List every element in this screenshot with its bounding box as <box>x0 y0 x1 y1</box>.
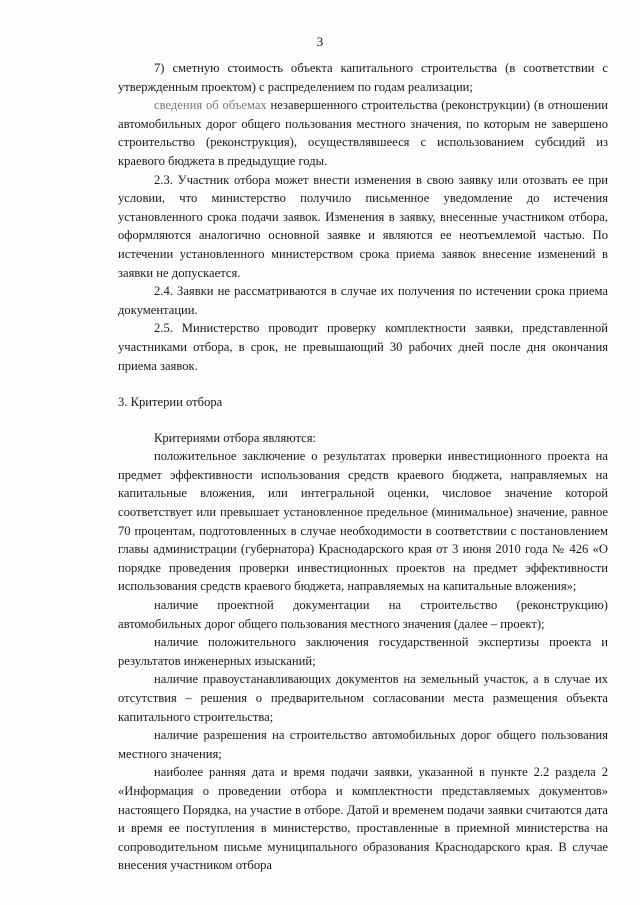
document-body <box>118 59 608 875</box>
paragraph-2-3: 2.3. Участник отбора может внести изменения в свою заявку или отозвать ее при условии, что министерство получило письменное уведомление до истечения установленного срока подачи заявок. Изменения в заявку, внесенные участником отбора, оформляются аналогично основной заявке и являются ее неотъемлемой частью. По истечении установленного министерством срока приема заявок внесение изменений в заявки не допускается. <box>118 172 608 280</box>
page-number: 3 <box>316 34 324 49</box>
criterion-construction-permit: наличие разрешения на строительство автомобильных дорог общего пользования местного значения; <box>118 728 608 761</box>
paragraph-2-4: 2.4. Заявки не рассматриваются в случае их получения по истечении срока приема документации. <box>118 284 608 317</box>
criterion-project-documentation: наличие проектной документации на строительство (реконструкцию) автомобильных дорог общего пользования местного значения (далее – проект); <box>118 598 608 631</box>
criterion-land-documents: наличие правоустанавливающих документов на земельный участок, а в случае их отсутствия – решения о предварительном согласовании места размещения объекта капитального строительства; <box>118 672 608 724</box>
faded-text: сведения об объемах <box>154 98 267 113</box>
criterion-state-expertise: наличие положительного заключения государственной экспертизы проекта и результатов инженерных изысканий; <box>118 635 608 668</box>
paragraph-text: незавершенного строительства (реконструкции) (в отношении автомобильных дорог общего пользования местного значения, по которым не завершено строительство (реконструкция), осуществлявшееся с использованием субсидий из краевого бюджета в предыдущие годы. <box>118 98 608 168</box>
paragraph-item-7: 7) сметную стоимость объекта капитального строительства (в соответствии с утвержденным проектом) с распределением по годам реализации; <box>118 61 608 94</box>
paragraph-item-8 <box>118 96 608 170</box>
criterion-positive-conclusion: положительное заключение о результатах проверки инвестиционного проекта на предмет эффективности использования средств краевого бюджета, направляемых на капитальные вложения, или интегральной оценки, числовое значение которой соответствует или превышает установленное предельное (минимальное) значение, равное 70 процентам, подготовленных в случае необходимости в соответствии с постановлением главы администрации (губернатора) Краснодарского края от 3 июня 2010 года № 426 «О порядке проведения проверки инвестиционных проектов на предмет эффективности использования средств краевого бюджета, направляемых на капитальные вложения»; <box>118 449 608 594</box>
criteria-intro: Критериями отбора являются: <box>154 430 317 445</box>
paragraph-2-5: 2.5. Министерство проводит проверку комплектности заявки, представленной участниками отбора, в срок, не превышающий 30 рабочих дней после дня окончания приема заявок. <box>118 321 608 373</box>
section-heading: 3. Критерии отбора <box>118 395 223 410</box>
criterion-earliest-submission: наиболее ранняя дата и время подачи заявки, указанной в пункте 2.2 раздела 2 «Информация о проведении отбора и комплектности представляемых документов» настоящего Порядка, на участие в отборе. Датой и временем подачи заявки считаются дата и время ее поступления в министерство, проставленные в приемной министерства на сопроводительном письме муниципального образования Краснодарского края. В случае внесения участником отбора <box>118 765 608 873</box>
